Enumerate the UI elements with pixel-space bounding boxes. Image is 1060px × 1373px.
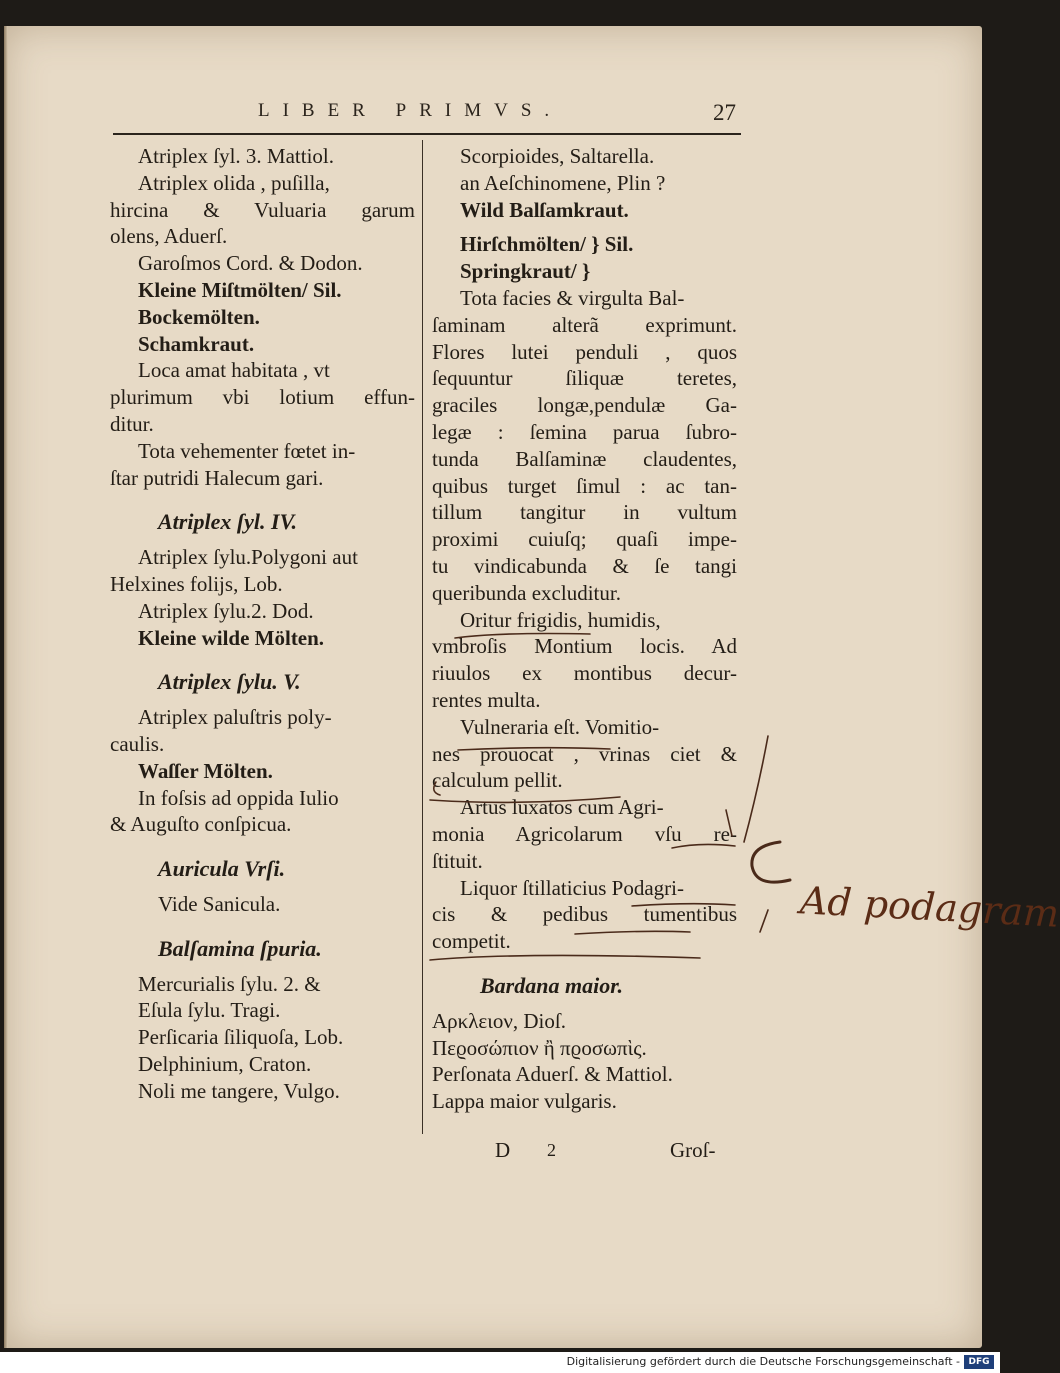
signature-number: 2 — [547, 1140, 556, 1160]
text-line: ſaminam alterã exprimunt. — [432, 312, 737, 337]
text-line: Springkraut/ } — [460, 259, 591, 284]
text-line: olens, Aduerſ. — [110, 224, 228, 249]
text-line: Αρκλειον, Dioſ. — [432, 1008, 566, 1033]
text-line: proximi cuiuſq; quaſi impe- — [432, 527, 737, 552]
text-line: Lappa maior vulgaris. — [432, 1089, 617, 1114]
text-line: Oritur frigidis, humidis, — [460, 607, 661, 632]
text-line: Vide Sanicula. — [158, 891, 281, 916]
text-line: Perſicaria ſiliquoſa, Lob. — [138, 1025, 344, 1050]
text-line: Kleine Miſtmölten/ Sil. — [138, 277, 342, 302]
section-heading: Balſamina ſpuria. — [158, 935, 322, 961]
text-line: Atriplex ſylu.2. Dod. — [138, 598, 314, 623]
footer-credit: Digitalisierung gefördert durch die Deutsche Forschungsgemeinschaft - — [566, 1355, 960, 1368]
page-number: 27 — [713, 100, 736, 125]
text-line: ſequuntur ſiliquæ teretes, — [432, 366, 737, 391]
text-line — [432, 223, 737, 231]
signature-mark: D — [495, 1138, 511, 1162]
text-line: Tota vehementer fœtet in- — [138, 438, 356, 463]
text-line: Tota facies & virgulta Bal- — [460, 285, 685, 310]
text-line: Waſſer Mölten. — [138, 758, 273, 783]
page-gutter-shadow — [4, 26, 8, 1348]
text-line: Wild Balſamkraut. — [460, 197, 629, 222]
left-text-column — [110, 143, 415, 1105]
text-line: Schamkraut. — [138, 331, 255, 356]
text-line: hircina & Vuluaria garum — [110, 197, 415, 222]
text-line: tillum tangitur in vultum — [432, 500, 737, 525]
text-line: tunda Balſaminæ claudentes, — [432, 446, 737, 471]
text-line: Πεϱοσώπιον ἢ πϱοσωπὶς. — [432, 1035, 647, 1060]
text-line: Vulneraria eſt. Vomitio- — [460, 714, 660, 739]
text-line: caulis. — [110, 731, 165, 756]
text-line: Atriplex paluſtris poly- — [138, 705, 332, 730]
text-line: rentes multa. — [432, 687, 541, 712]
text-line: riuulos ex montibus decur- — [432, 661, 737, 686]
text-line: ditur. — [110, 411, 154, 436]
text-line: Hirſchmölten/ } Sil. — [460, 232, 634, 257]
right-text-column — [432, 143, 737, 1115]
text-line: Delphinium, Craton. — [138, 1051, 312, 1076]
text-line: Liquor ſtillaticius Podagri- — [460, 875, 684, 900]
text-line: calculum pellit. — [432, 768, 563, 793]
text-line: nes prouocat , vrinas ciet & — [432, 741, 737, 766]
catchword: Groſ- — [670, 1138, 716, 1162]
text-line: vmbroſis Montium locis. Ad — [432, 634, 737, 659]
section-heading: Atriplex ſyl. IV. — [158, 509, 297, 535]
text-line: Atriplex ſyl. 3. Mattiol. — [138, 144, 334, 168]
text-line: Helxines folijs, Lob. — [110, 571, 283, 596]
text-line: Noli me tangere, Vulgo. — [138, 1078, 340, 1103]
text-line: Mercurialis ſylu. 2. & — [138, 971, 321, 996]
text-line: monia Agricolarum vſu re- — [432, 821, 737, 846]
text-line: ſtar putridi Halecum gari. — [110, 465, 324, 490]
text-line: quibus turget ſimul : ac tan- — [432, 473, 737, 498]
text-line: competit. — [432, 929, 511, 954]
text-line: an Aeſchinomene, Plin ? — [460, 170, 666, 195]
text-line: legæ : ſemina parua ſubro- — [432, 419, 737, 444]
section-heading: Bardana maior. — [480, 972, 624, 998]
text-line: & Auguſto conſpicua. — [110, 812, 292, 837]
text-line: Kleine wilde Mölten. — [138, 625, 325, 650]
handwritten-margin-note: Ad podagram — [799, 878, 1060, 936]
text-line: Loca amat habitata , vt — [138, 358, 330, 383]
section-heading: Atriplex ſylu. V. — [158, 669, 301, 695]
text-line: tu vindicabunda & ſe tangi — [432, 553, 737, 578]
text-line: Flores lutei penduli , quos — [432, 339, 737, 364]
text-line: Atriplex ſylu.Polygoni aut — [138, 545, 358, 570]
running-head: LIBER PRIMVS. — [258, 100, 563, 121]
digitization-footer — [0, 1352, 1000, 1373]
dfg-logo: DFG — [964, 1355, 994, 1369]
text-line: plurimum vbi lotium effun- — [110, 385, 415, 410]
text-line: In foſsis ad oppida Iulio — [138, 785, 339, 810]
text-line: ſtituit. — [432, 848, 483, 873]
text-line: Atriplex olida , puſilla, — [138, 170, 330, 195]
text-line: cis & pedibus tumentibus — [432, 902, 737, 927]
text-line: Artus luxatos cum Agri- — [460, 795, 664, 820]
column-divider — [422, 140, 423, 1134]
section-heading: Auricula Vrſi. — [158, 856, 286, 882]
text-line: queribunda excluditur. — [432, 580, 621, 605]
text-line: Bockemölten. — [138, 304, 260, 329]
text-line: graciles longæ,pendulæ Ga- — [432, 393, 737, 418]
text-line: Eſula ſylu. Tragi. — [138, 998, 281, 1023]
text-line: Scorpioides, Saltarella. — [460, 144, 655, 168]
header-rule — [113, 133, 741, 135]
text-line: Perſonata Aduerſ. & Mattiol. — [432, 1062, 673, 1087]
text-line: Garoſmos Cord. & Dodon. — [138, 251, 363, 276]
